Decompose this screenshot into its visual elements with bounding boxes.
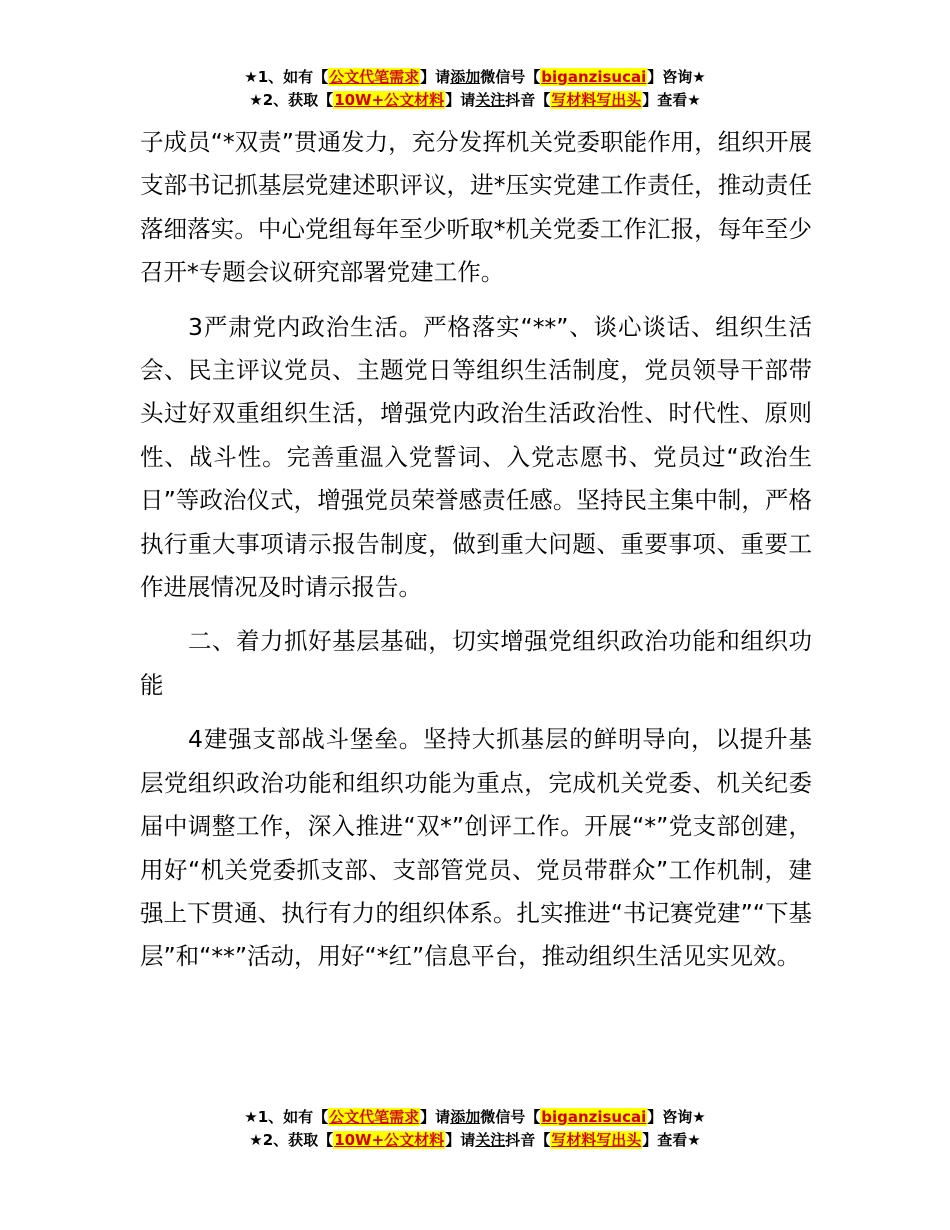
highlight-wechat-id: biganzisucai [541,1108,647,1126]
banner-text: 微信号【 [480,68,541,86]
banner-text: 】请 [420,68,451,86]
banner-text: 】查看★ [642,1131,701,1149]
section-heading-2: 二、着力抓好基层基础，切实增强党组织政治功能和组织功能 [140,627,812,699]
banner-text: ★2、获取【 [249,91,334,109]
banner-line-1 [0,1106,950,1129]
banner-line-1 [0,66,950,89]
highlight-douyin-account: 写材料写出头 [551,91,642,109]
banner-text: 抖音【 [505,1131,551,1149]
banner-text-underlined: 添加 [450,68,481,86]
banner-line-2 [0,89,950,112]
banner-text: 】咨询★ [647,68,706,86]
highlight-ghostwriting: 公文代笔需求 [329,1108,420,1126]
paragraph-1: 子成员“*双责”贯通发力，充分发挥机关党委职能作用，组织开展支部书记抓基层党建述职评议，进*压实党建工作责任，推动责任落细落实。中心党组每年至少听取*机关党委工作汇报，每年至少召开*专题会议研究部署党建工作。 [140,128,812,287]
highlight-wechat-id: biganzisucai [541,68,647,86]
banner-line-2 [0,1129,950,1152]
banner-text: 】请 [445,1131,476,1149]
header-banner [0,66,950,112]
highlight-materials: 10W+公文材料 [334,1131,445,1149]
banner-text: 微信号【 [480,1108,541,1126]
banner-text: 抖音【 [505,91,551,109]
banner-text: 】查看★ [642,91,701,109]
banner-text: ★2、获取【 [249,1131,334,1149]
banner-text: 】咨询★ [647,1108,706,1126]
paragraph-4: 4建强支部战斗堡垒。坚持大抓基层的鲜明导向，以提升基层党组织政治功能和组织功能为重点，完成机关党委、机关纪委届中调整工作，深入推进“双*”创评工作。开展“*”党支部创建，用好“机关党委抓支部、支部管党员、党员带群众”工作机制，建强上下贯通、执行有力的组织体系。扎实推进“书记赛党建”“下基层”和“**”活动，用好“*红”信息平台，推动组织生活见实见效。 [140,725,812,971]
highlight-ghostwriting: 公文代笔需求 [329,68,420,86]
banner-text-underlined: 关注 [475,1131,506,1149]
banner-text: 】请 [445,91,476,109]
highlight-materials: 10W+公文材料 [334,91,445,109]
paragraph-2: 3严肃党内政治生活。严格落实“**”、谈心谈话、组织生活会、民主评议党员、主题党日等组织生活制度，党员领导干部带头过好双重组织生活，增强党内政治生活政治性、时代性、原则性、战斗性。完善重温入党誓词、入党志愿书、党员过“政治生日”等政治仪式，增强党员荣誉感责任感。坚持民主集中制，严格执行重大事项请示报告制度，做到重大问题、重要事项、重要工作进展情况及时请示报告。 [140,312,812,602]
footer-banner [0,1106,950,1152]
banner-text-underlined: 关注 [475,91,506,109]
banner-text: ★1、如有【 [244,68,329,86]
banner-text-underlined: 添加 [450,1108,481,1126]
highlight-douyin-account: 写材料写出头 [551,1131,642,1149]
banner-text: ★1、如有【 [244,1108,329,1126]
document-body [140,121,812,990]
banner-text: 】请 [420,1108,451,1126]
